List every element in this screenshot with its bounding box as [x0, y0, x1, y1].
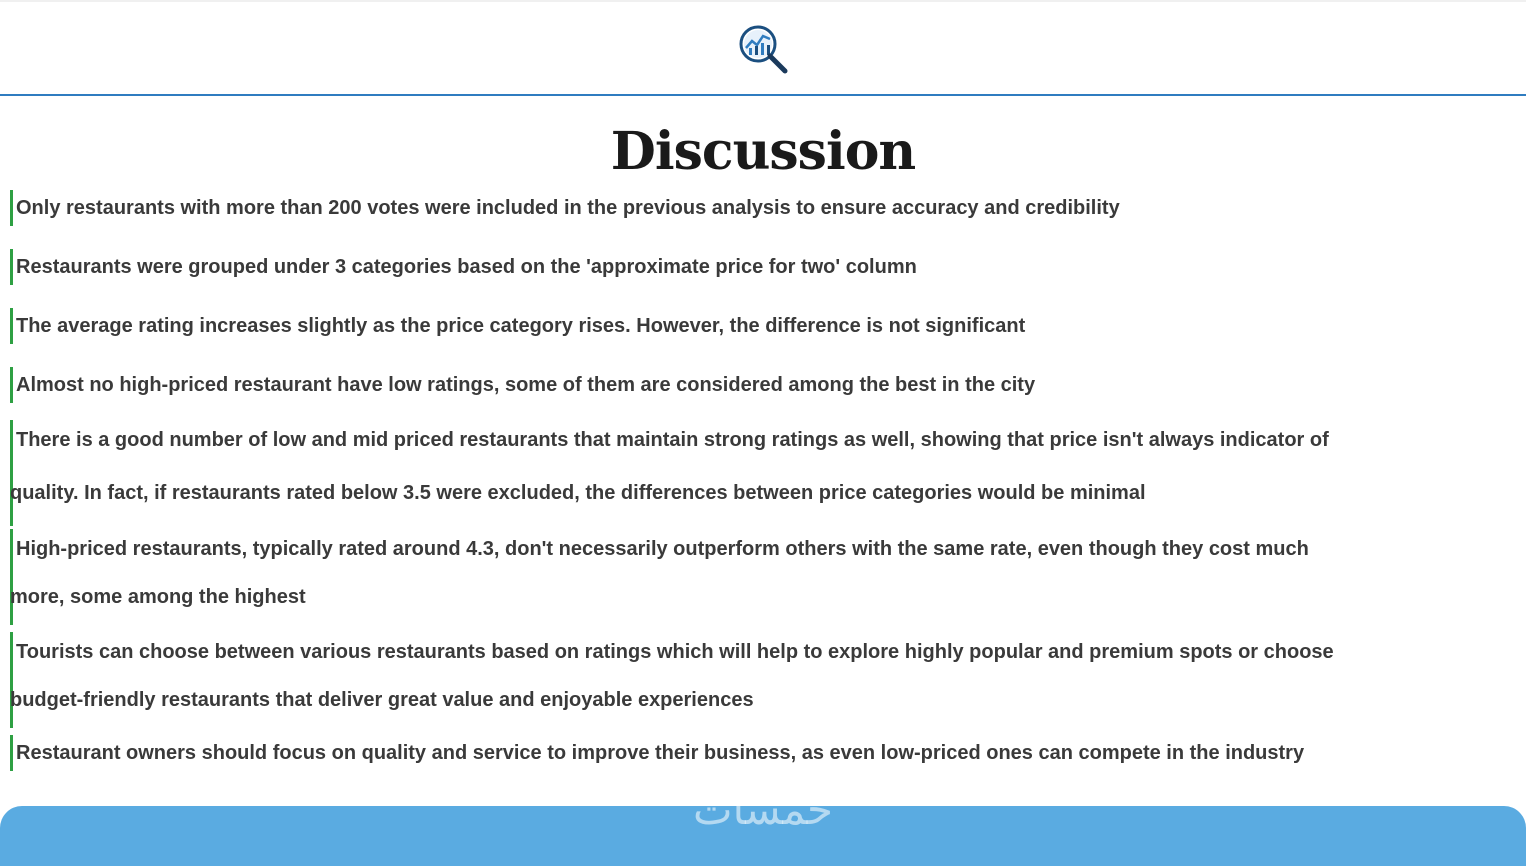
- discussion-point-1: [10, 190, 1500, 226]
- discussion-point-5: [10, 420, 1500, 526]
- discussion-list: [10, 190, 1500, 794]
- discussion-point-3-line-1: The average rating increases slightly as the price category rises. However, the difference is not significant: [16, 315, 1026, 337]
- discussion-point-7-line-1: Tourists can choose between various restaurants based on ratings which will help to explore highly popular and premium spots or choose: [16, 641, 1334, 663]
- discussion-point-7: [10, 632, 1500, 728]
- footer-watermark: خمسات: [692, 785, 834, 834]
- discussion-point-3: [10, 308, 1500, 344]
- analytics-magnifier-icon: [738, 24, 790, 76]
- discussion-point-5-line-2: quality. In fact, if restaurants rated below 3.5 were excluded, the differences between price categories would be minimal: [10, 482, 1146, 504]
- discussion-point-7-line-2: budget-friendly restaurants that deliver great value and enjoyable experiences: [10, 689, 754, 711]
- discussion-point-4: [10, 367, 1500, 403]
- discussion-point-2-line-1: Restaurants were grouped under 3 categories based on the 'approximate price for two' column: [16, 256, 917, 278]
- discussion-point-5-line-1: There is a good number of low and mid priced restaurants that maintain strong ratings as well, showing that price isn't always indicator of: [16, 429, 1329, 451]
- discussion-point-4-line-1: Almost no high-priced restaurant have low ratings, some of them are considered among the best in the city: [16, 374, 1036, 396]
- discussion-point-6: [10, 529, 1500, 625]
- header-bar: [0, 0, 1526, 96]
- discussion-point-6-line-2: more, some among the highest: [10, 586, 306, 608]
- discussion-point-8: [10, 735, 1500, 771]
- page-title: Discussion: [610, 121, 916, 182]
- discussion-point-6-line-1: High-priced restaurants, typically rated around 4.3, don't necessarily outperform others with the same rate, even though they cost much: [16, 538, 1309, 560]
- discussion-point-2: [10, 249, 1500, 285]
- discussion-point-8-line-1: Restaurant owners should focus on quality and service to improve their business, as even low-priced ones can compete in the industry: [16, 742, 1305, 764]
- discussion-point-1-line-1: Only restaurants with more than 200 votes were included in the previous analysis to ensure accuracy and credibility: [16, 197, 1120, 219]
